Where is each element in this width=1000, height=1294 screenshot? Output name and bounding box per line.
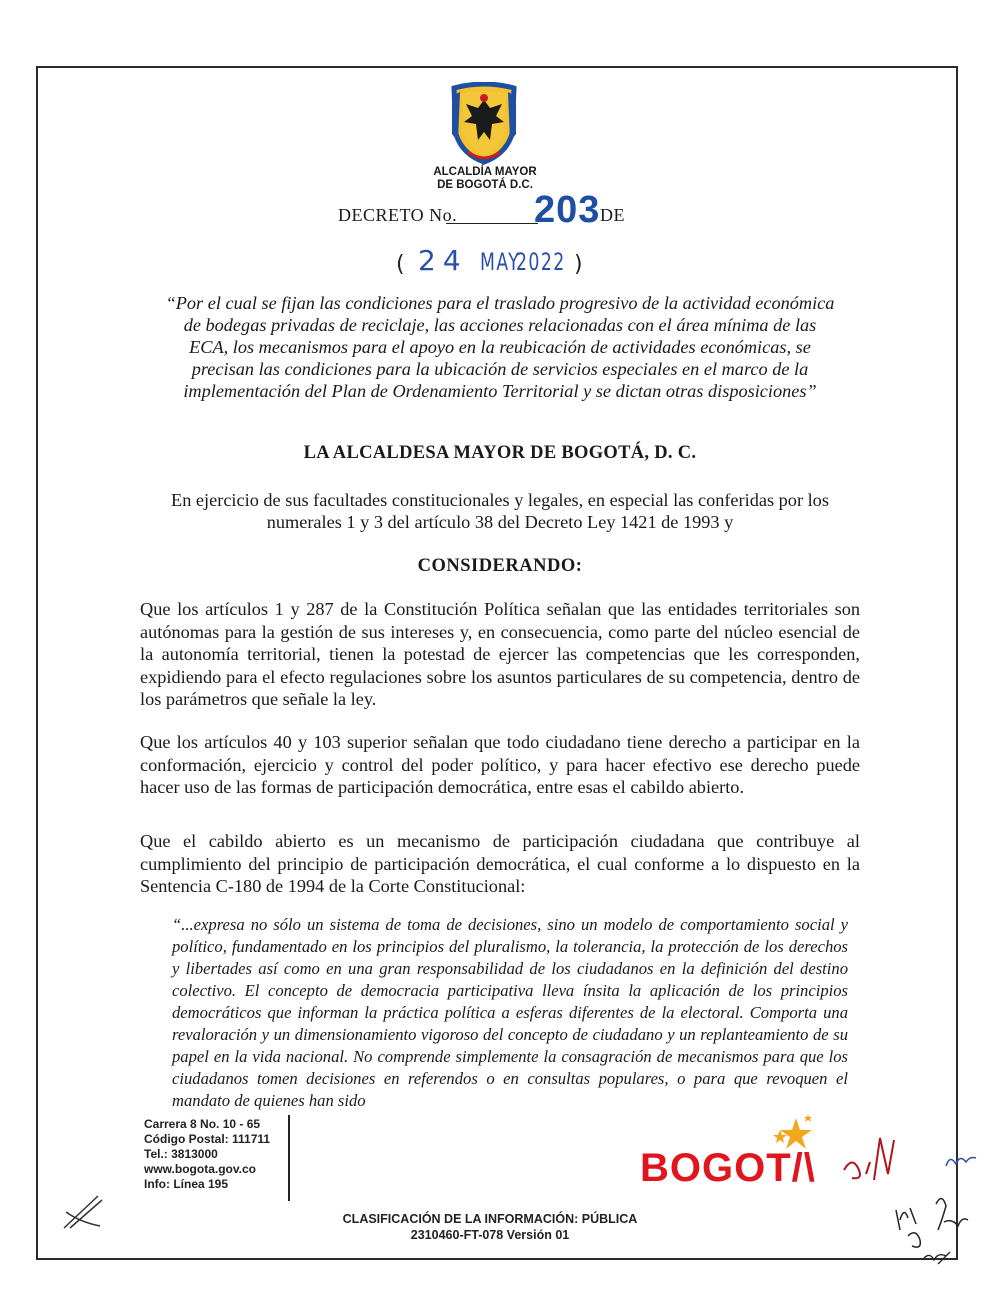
bogota-logo bbox=[640, 1112, 840, 1196]
date-close-paren: ) bbox=[574, 252, 583, 277]
legal-basis-line: En ejercicio de sus facultades constitucionales y legales, en especial las conferidas por los bbox=[171, 490, 829, 510]
date-stamp bbox=[380, 244, 630, 288]
title-line: ECA, los mecanismos para el apoyo en la reubicación de actividades económicas, se bbox=[189, 337, 811, 357]
title-line: “Por el cual se fijan las condiciones para el traslado progresivo de la actividad económica bbox=[165, 293, 835, 313]
postal-code: Código Postal: 111711 bbox=[144, 1132, 271, 1146]
form-code: 2310460-FT-078 Versión 01 bbox=[410, 1228, 570, 1242]
bogota-coat-of-arms-icon bbox=[446, 82, 522, 166]
court-quotation: “...expresa no sólo un sistema de toma de decisiones, sino un modelo de comportamiento social y político, fundamentado en los principios del pluralismo, la tolerancia, la protección de los derechos y libertades así como en una gran responsabilidad de los ciudadanos en la definición del destino colectivo. El concepto de democracia participativa lleva ínsita la aplicación de los principios democráticos que informan la práctica política a esferas diferentes de la electoral. Comporta una revaloración y un dimensionamiento vigoroso del concepto de ciudadano y un replanteamiento de su papel en la vida nacional. No comprende simplemente la consagración de mecanismos para que los ciudadanos tomen decisiones en referendos o en consultas populares, o para que revoquen el mandato de quienes han sido bbox=[172, 915, 848, 1110]
paragraph-3: Que el cabildo abierto es un mecanismo de participación ciudadana que contribuye al cumplimiento del principio de participación democrática, el cual conforme a lo dispuesto en la Sentencia C-180 de 1994 de la Corte Constitucional: bbox=[140, 831, 860, 896]
address-line: Carrera 8 No. 10 - 65 bbox=[144, 1117, 261, 1131]
decree-label: DECRETO No. bbox=[338, 205, 458, 225]
decree-number: 203 bbox=[534, 189, 601, 231]
date-day: 24 bbox=[418, 244, 468, 277]
legal-basis-line: numerales 1 y 3 del artículo 38 del Decreto Ley 1421 de 1993 y bbox=[266, 512, 734, 532]
decree-heading bbox=[338, 189, 668, 231]
date-year: 2022 bbox=[516, 248, 566, 276]
mayor-heading: LA ALCALDESA MAYOR DE BOGOTÁ, D. C. bbox=[303, 443, 697, 463]
decree-title bbox=[140, 292, 860, 402]
title-line: precisan las condiciones para la ubicación de servicios especiales en el marco de la bbox=[191, 359, 809, 379]
paragraph-2: Que los artículos 40 y 103 superior señalan que todo ciudadano tiene derecho a participar en la conformación, ejercicio y control del poder político, y para hacer efectivo ese derecho puede hacer uso de las formas de participación democrática, entre esas el cabildo abierto. bbox=[140, 732, 860, 797]
classification-label: CLASIFICACIÓN DE LA INFORMACIÓN: PÚBLICA bbox=[342, 1212, 638, 1226]
bogota-wordmark: BOGOT/\ bbox=[640, 1146, 816, 1190]
date-open-paren: ( bbox=[396, 252, 405, 277]
title-line: implementación del Plan de Ordenamiento Territorial y se dictan otras disposiciones” bbox=[183, 381, 817, 401]
paragraph-1: Que los artículos 1 y 287 de la Constitución Política señalan que las entidades territoriales son autónomas para la gestión de sus intereses y, en consecuencia, como parte del núcleo esencial de la autonomía territorial, tienen la potestad de ejercer las competencias que les corresponden, expidiendo para el efecto regulaciones sobre los asuntos particulares de su competencia, dentro de los parámetros que señale la ley. bbox=[140, 599, 860, 709]
website: www.bogota.gov.co bbox=[144, 1162, 256, 1176]
footer-address bbox=[144, 1117, 284, 1192]
institution-line2: DE BOGOTÁ D.C. bbox=[437, 179, 533, 191]
legal-basis bbox=[140, 489, 860, 533]
phone: Tel.: 3813000 bbox=[144, 1147, 218, 1161]
decree-number-line bbox=[446, 223, 538, 224]
considerando-heading: CONSIDERANDO: bbox=[417, 556, 583, 576]
footer-divider bbox=[288, 1115, 290, 1201]
info-line: Info: Línea 195 bbox=[144, 1177, 229, 1191]
title-line: de bodegas privadas de reciclaje, las acciones relacionadas con el área mínima de las bbox=[183, 315, 817, 335]
date-month: MAY bbox=[480, 248, 521, 276]
institution-line1: ALCALDÍA MAYOR bbox=[433, 166, 537, 178]
decree-suffix: DE bbox=[600, 205, 625, 225]
classification-footer bbox=[250, 1211, 730, 1243]
